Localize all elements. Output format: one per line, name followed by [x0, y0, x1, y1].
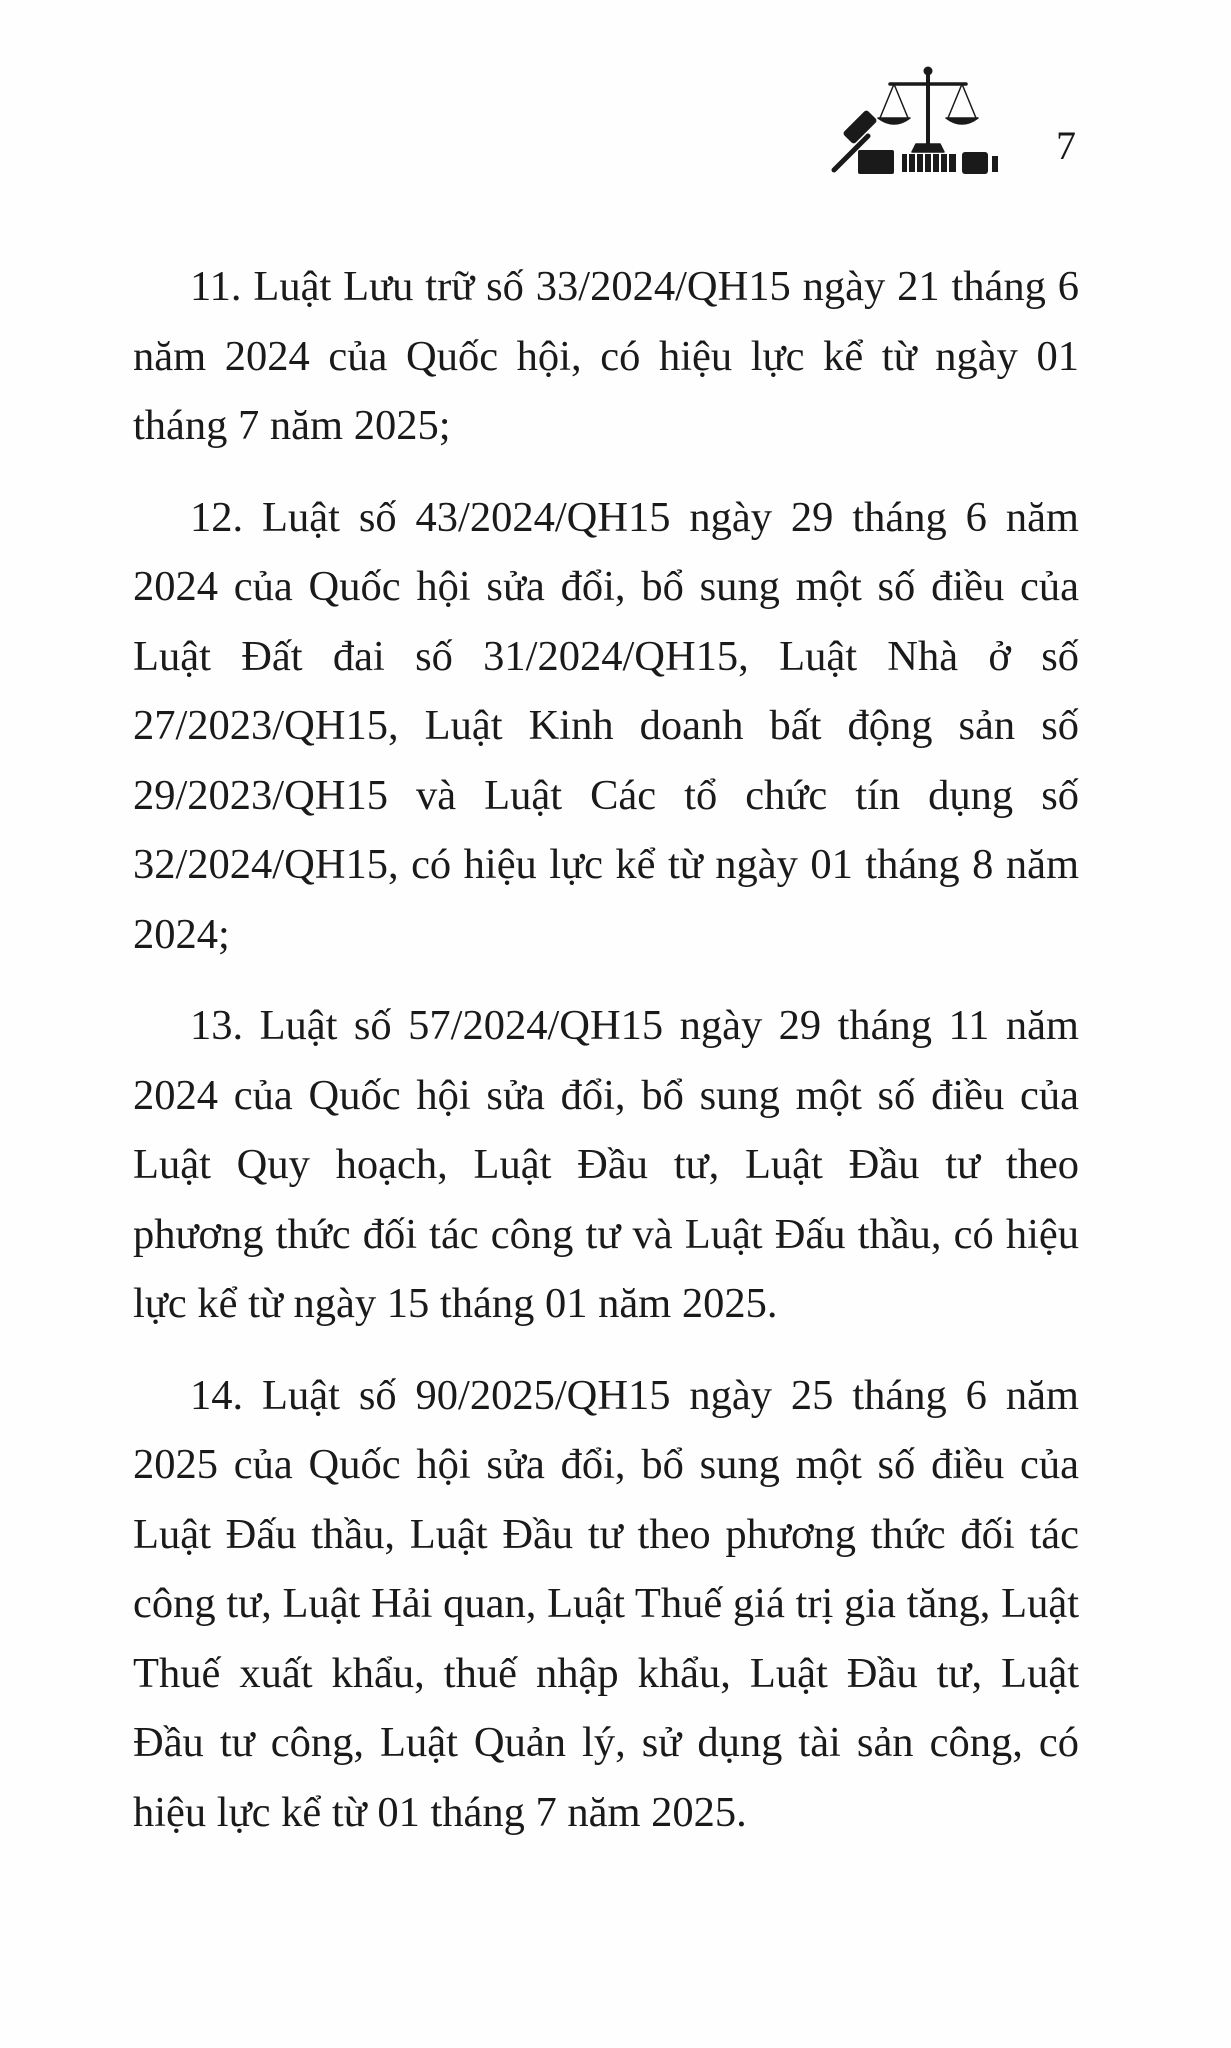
paragraph-item-14: 14. Luật số 90/2025/QH15 ngày 25 tháng 6 năm 2025 của Quốc hội sửa đổi, bổ sung một số điều của Luật Đấu thầu, Luật Đầu tư theo phương thức đối tác công tư, Luật Hải quan, Luật Thuế giá trị gia tăng, Luật Thuế xuất khẩu, thuế nhập khẩu, Luật Đầu tư, Luật Đầu tư công, Luật Quản lý, sử dụng tài sản công, có hiệu lực kể từ 01 tháng 7 năm 2025. [133, 1371, 1079, 1836]
scales-and-gavel-icon [828, 66, 1006, 182]
paragraph-item-12: 12. Luật số 43/2024/QH15 ngày 29 tháng 6 năm 2024 của Quốc hội sửa đổi, bổ sung một số điều của Luật Đất đai số 31/2024/QH15, Luật Nhà ở số 27/2023/QH15, Luật Kinh doanh bất động sản số 29/2023/QH15 và Luật Các tổ chức tín dụng số 32/2024/QH15, có hiệu lực kể từ ngày 01 tháng 8 năm 2024; [133, 493, 1079, 958]
paragraph-item-13: 13. Luật số 57/2024/QH15 ngày 29 tháng 11 năm 2024 của Quốc hội sửa đổi, bổ sung một số điều của Luật Quy hoạch, Luật Đầu tư, Luật Đầu tư theo phương thức đối tác công tư và Luật Đấu thầu, có hiệu lực kể từ ngày 15 tháng 01 năm 2025. [133, 1002, 1079, 1327]
body-text [133, 252, 1079, 1869]
paragraph-item-11: 11. Luật Lưu trữ số 33/2024/QH15 ngày 21 tháng 6 năm 2024 của Quốc hội, có hiệu lực kể từ ngày 01 tháng 7 năm 2025; [133, 263, 1079, 449]
page-number: 7 [1056, 123, 1076, 168]
